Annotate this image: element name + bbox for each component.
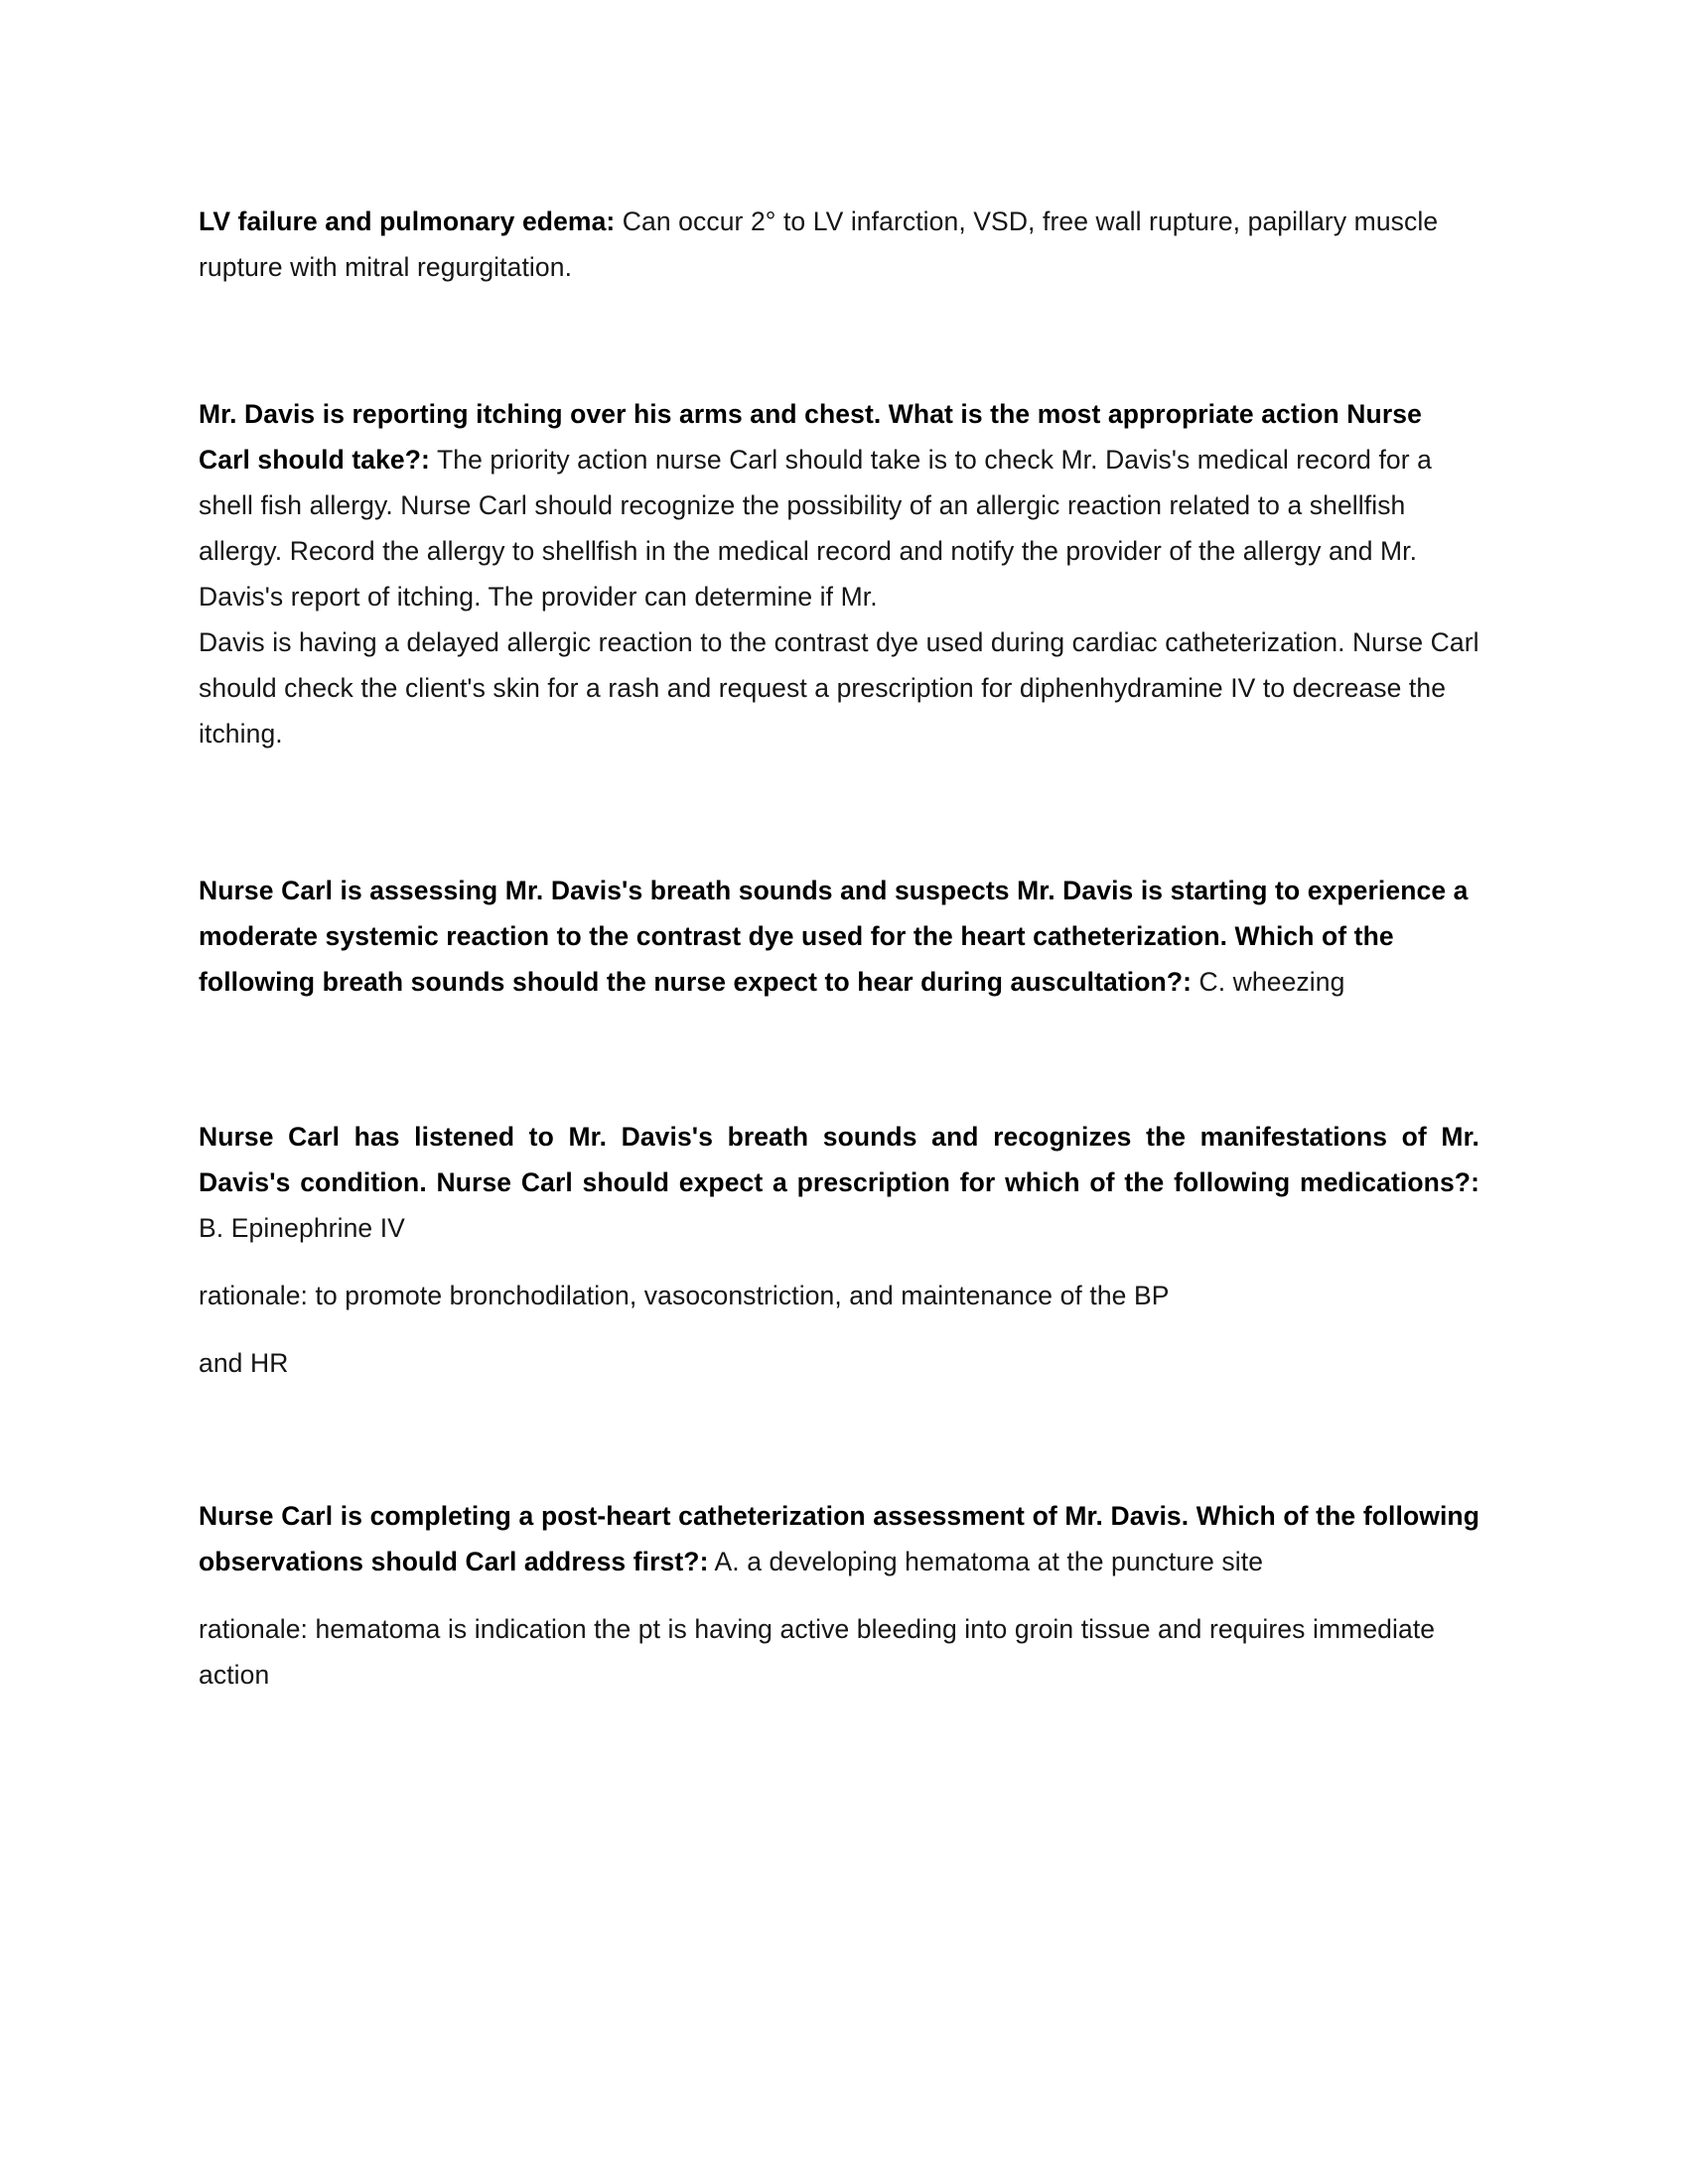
itching-answer-line3: Davis is having a delayed allergic reaction to the contrast dye used during cardiac catheterization. Nurse Carl should check the client's skin for a rash and request a prescription for diphenhydramine IV to decrease the itching. <box>199 627 1479 749</box>
medication-rationale-line1: rationale: to promote bronchodilation, vasoconstriction, and maintenance of the BP <box>199 1281 1170 1310</box>
post-cath-answer: A. a developing hematoma at the puncture site <box>708 1547 1264 1576</box>
medication-rationale-line2: and HR <box>199 1348 289 1378</box>
lv-failure-label: LV failure and pulmonary edema: <box>199 206 616 236</box>
document-body <box>199 199 1479 1698</box>
block-spacer-3 <box>199 1005 1479 1114</box>
post-cath-rationale: rationale: hematoma is indication the pt is having active bleeding into groin tissue and requires immediate action <box>199 1614 1436 1690</box>
block-spacer-4 <box>199 1386 1479 1493</box>
itching-answer-line1: The priority action nurse Carl should take is to check Mr. Davis's medical record for a shell fish allergy. Nurse Carl should recognize the possibility of an allergic reaction related to a shellfish <box>199 445 1432 520</box>
lv-failure-body: Can occur 2° to LV infarction, VSD, free wall rupture, papillary muscle rupture with mitral regurgitation. <box>199 206 1439 282</box>
note-block-post-cath <box>199 1493 1479 1584</box>
medication-answer: B. Epinephrine IV <box>199 1213 405 1243</box>
note-block-itching-part2 <box>199 528 1479 619</box>
note-block-medication <box>199 1114 1479 1251</box>
breath-sounds-answer: C. wheezing <box>1192 967 1345 997</box>
breath-sounds-question-label: Nurse Carl is assessing Mr. Davis's breath sounds and suspects Mr. Davis is starting to experience a moderate systemic reaction to the contrast dye used for the heart catheterization. Which of the following breath sounds should the nurse expect to hear during auscultation?: <box>199 876 1469 997</box>
post-cath-inner-spacer <box>199 1584 1479 1606</box>
itching-question-label: Mr. Davis is reporting itching over his arms and chest. What is the most appropriate action Nurse Carl should take?: <box>199 399 1422 475</box>
medication-question-label: Nurse Carl has listened to Mr. Davis's breath sounds and recognizes the manifestations of Mr. Davis's condition. Nurse Carl should expect a prescription for which of the following medications?: <box>199 1122 1479 1197</box>
note-block-breath-sounds <box>199 868 1479 1005</box>
post-cath-question-label: Nurse Carl is completing a post-heart catheterization assessment of Mr. Davis. Which of the following observations should Carl address first?: <box>199 1501 1479 1576</box>
note-block-lv-failure <box>199 199 1479 290</box>
itching-answer-line2: allergy. Record the allergy to shellfish in the medical record and notify the provider of the allergy and Mr. Davis's report of itching. The provider can determine if Mr. <box>199 536 1418 612</box>
block-spacer-2 <box>199 756 1479 868</box>
note-block-itching-part3 <box>199 619 1479 756</box>
block-spacer-1 <box>199 290 1479 391</box>
medication-inner-spacer-2 <box>199 1318 1479 1340</box>
medication-inner-spacer-1 <box>199 1251 1479 1273</box>
note-block-itching-part1 <box>199 391 1479 528</box>
